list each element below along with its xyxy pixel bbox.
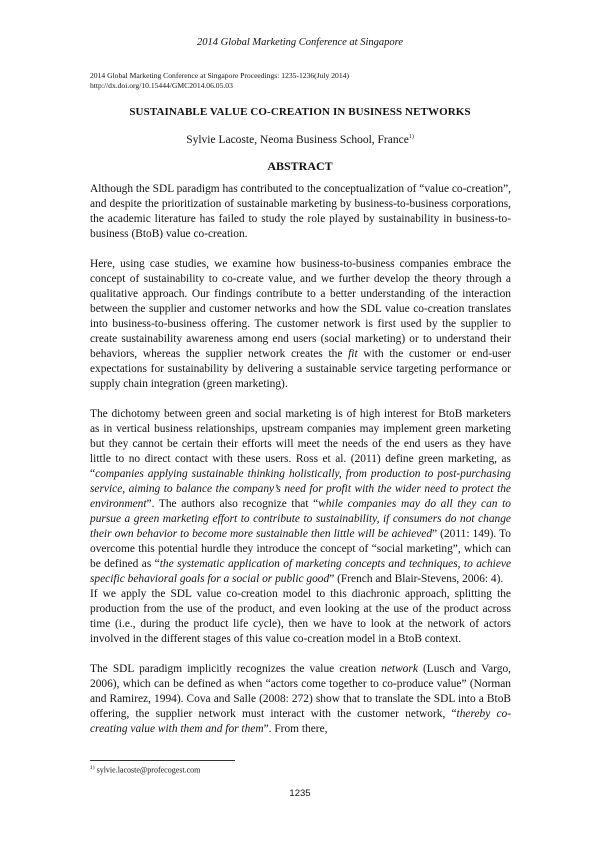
footnote-email[interactable]: sylvie.lacoste@profecogest.com (94, 765, 201, 775)
paragraph-4: If we apply the SDL value co-creation model to this diachronic approach, splitting the production from the use of the product, and even looking at the use of the product across time (i.e., during the product life cycle), then we have to look at the network of actors involved in the different stages of this value co-creation model in a BtoB context. (90, 588, 511, 645)
quote-green-marketing: companies applying sustainable thinking holistically, from production to post-purchasing service, aiming to balance the company’s need for profit with the wider need to protect the environment (90, 468, 511, 510)
abstract-heading: ABSTRACT (267, 159, 333, 173)
paragraph-2-text-b: with the customer or end-user expectations for sustainability by delivering a sustainable service targeting performance or supply chain integration (green marketing). (90, 348, 511, 390)
abstract-body (90, 182, 511, 737)
page-number: 1235 (289, 788, 311, 799)
footnote (90, 765, 200, 775)
proceedings-info (90, 71, 349, 91)
paragraph-1: Although the SDL paradigm has contributed to the conceptualization of “value co-creation”, and despite the prioritization of sustainable marketing by business-to-business corporations, the academic literature has failed to study the role played by sustainability in business-to-business (BtoB) value co-creation. (90, 183, 511, 240)
paragraph-2-text-a: Here, using case studies, we examine how business-to-business companies embrace the concept of sustainability to co-create value, and we further develop the theory through a qualitative approach. Our findings contribute to a better understanding of the interaction between the supplier and customer networks and how the SDL value co-creation translates into business-to-business offering. The customer network is first used by the supplier to create sustainability awareness among end users (social marketing) or to understand their behaviors, whereas the supplier network creates the (90, 258, 511, 360)
emphasis-network: network (381, 663, 418, 675)
proceedings-citation: 2014 Global Marketing Conference at Singapore Proceedings: 1235-1236(July 2014) (90, 71, 349, 80)
quote-social-marketing: the systematic application of marketing concepts and techniques, to achieve specific behavioral goals for a social or public good (90, 558, 511, 585)
paragraph-5-text-a: The SDL paradigm implicitly recognizes the value creation (90, 663, 382, 675)
footnote-divider (90, 760, 235, 761)
paragraph-3-text-d: ” (French and Blair-Stevens, 2006: 4). (329, 573, 504, 585)
author-name: Sylvie Lacoste, Neoma Business School, France (186, 134, 409, 146)
paper-title: SUSTAINABLE VALUE CO-CREATION IN BUSINESS NETWORKS (129, 106, 471, 118)
paragraph-5-text-b: (Lusch and Vargo, 2006), which can be defined as when “actors come together to co-produce value” (Norman and Ramirez, 1994). Cova and Salle (2008: 272) show that to translate the SDL into a BtoB offering, the supplier network must interact with the customer network, “ (90, 663, 511, 720)
author-line (0, 134, 600, 146)
paragraph-3-text-c: ” (2011: 149). To overcome this potential hurdle they introduce the concept of “social marketing”, which can be defined as “ (90, 528, 511, 570)
paragraph-5 (90, 662, 511, 737)
paragraph-3-text-a: The dichotomy between green and social marketing is of high interest for BtoB marketers as in vertical business relationships, upstream companies may implement green marketing but they cannot be certain their efforts will meet the needs of the end users as they have little to no direct contact with these users. Ross et al. (2011) define green marketing, as “ (90, 408, 511, 480)
author-footnote-mark: 1) (408, 134, 414, 141)
paragraph-3-text-b: ”. The authors also recognize that “ (146, 498, 319, 510)
emphasis-fit: fit (348, 348, 358, 360)
quote-consumer-behavior: while companies may do all they can to pursue a green marketing effort to contribute to sustainability, if consumers do not change their own behavior to become more sustainable then little will be achieved (90, 498, 511, 540)
running-head: 2014 Global Marketing Conference at Singapore (197, 37, 403, 48)
paragraph-5-text-c: ”. From there, (263, 723, 328, 735)
paragraph-2 (90, 257, 511, 392)
quote-co-creating: thereby co-creating value with them and for them (90, 708, 511, 735)
paragraph-3 (90, 407, 511, 587)
doi-link[interactable]: http://dx.doi.org/10.15444/GMC2014.06.05.03 (90, 81, 233, 90)
footnote-mark: 1) (90, 765, 95, 771)
